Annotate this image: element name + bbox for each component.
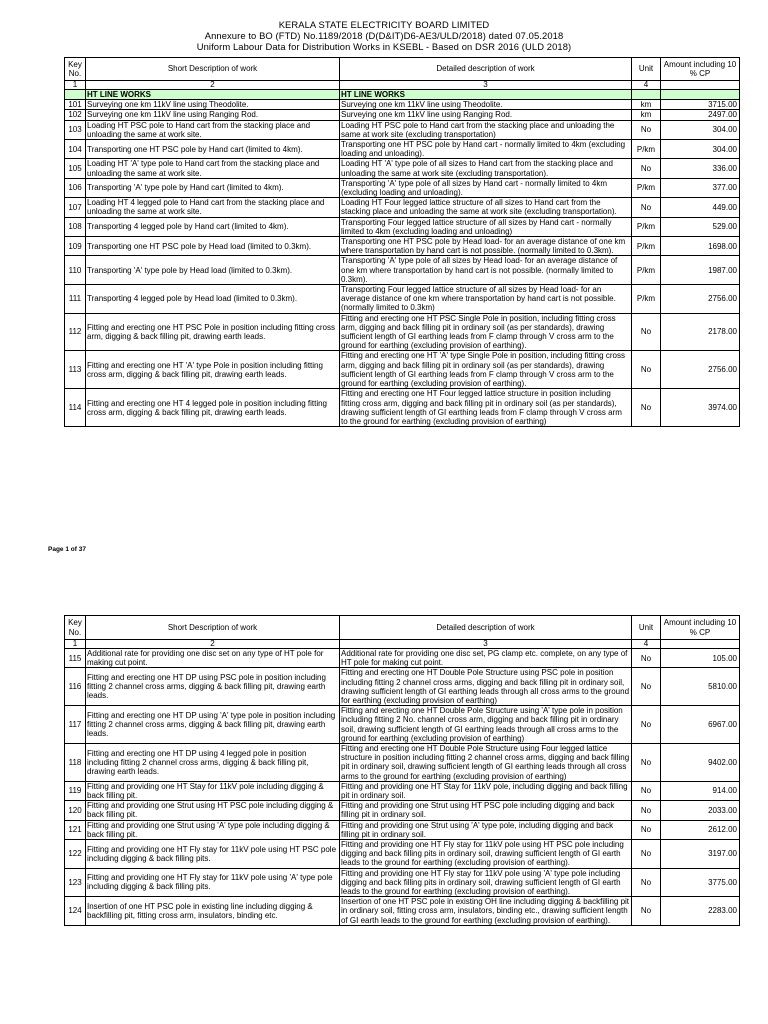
detailed-description-cell: Surveying one km 11kV line using Theodolite. xyxy=(340,100,632,110)
table-row xyxy=(65,120,740,139)
unit-cell: P/km xyxy=(632,237,661,256)
detailed-description-cell: Fitting and erecting one HT Four legged lattice structure in position including fitting cross arm, digging and back filling pit in ordinary soil (as per standards), drawing sufficient length of GI earthing leads from F clamp through V cross arm to the ground for earthing (excluding provision of earthing) xyxy=(340,389,632,427)
amount-cell: 304.00 xyxy=(661,120,740,139)
detailed-description-cell: Fitting and providing one Strut using HT PSC pole including digging and back filling pit in ordinary soil. xyxy=(340,801,632,820)
table-row xyxy=(65,744,740,782)
short-description-cell: Insertion of one HT PSC pole in existing line including digging & backfilling pit, fitting cross arm, insulators, binding etc. xyxy=(86,897,340,926)
table-row xyxy=(65,178,740,197)
key-no-cell: 105 xyxy=(65,159,86,178)
unit-cell: No xyxy=(632,313,661,351)
table-row xyxy=(65,801,740,820)
table-row xyxy=(65,868,740,897)
table-row xyxy=(65,256,740,285)
table-row xyxy=(65,217,740,236)
amount-cell: 2283.00 xyxy=(661,897,740,926)
table-row xyxy=(65,237,740,256)
amount-cell: 914.00 xyxy=(661,781,740,800)
detailed-description-cell: Loading HT PSC pole to Hand cart from the stacking place and unloading the same at work site (excluding transportation) xyxy=(340,120,632,139)
col-short-description: Short Description of work xyxy=(86,58,340,81)
detailed-description-cell: Additional rate for providing one disc set, PG clamp etc. complete, on any type of HT pole for making cut point. xyxy=(340,649,632,668)
detailed-description-cell: Transporting one HT PSC pole by Head load- for an average distance of one km where transportation by hand cart is not possible. (normally limited to 0.3km). xyxy=(340,237,632,256)
detailed-description-cell: Transporting 'A' type pole of all sizes by Head load- for an average distance of one km where transportation by hand cart is not possible. (normally limited to 0.3km). xyxy=(340,256,632,285)
labour-data-table-page-1 xyxy=(64,57,740,427)
col-key-no: Key No. xyxy=(65,616,86,640)
table-row xyxy=(65,820,740,839)
unit-cell: km xyxy=(632,110,661,120)
col-number: 1 xyxy=(65,640,86,649)
unit-cell: No xyxy=(632,159,661,178)
column-number-row xyxy=(65,640,740,649)
col-number: 2 xyxy=(86,81,340,90)
short-description-cell: Loading HT 'A' type pole to Hand cart from the stacking place and unloading the same at work site. xyxy=(86,159,340,178)
detailed-description-cell: Loading HT 'A' type pole of all sizes to Hand cart from the stacking place and unloading the same at work site (excluding transportation). xyxy=(340,159,632,178)
detailed-description-cell: Fitting and providing one HT Fly stay for 11kV pole using HT PSC pole including digging and back filling pits in ordinary soil, drawing sufficient length of GI earth leads to the ground for earthing (excluding provision of earthing). xyxy=(340,840,632,869)
col-unit: Unit xyxy=(632,58,661,81)
short-description-cell: Fitting and providing one HT Fly stay for 11kV pole using 'A' type pole including digging & back filling pits. xyxy=(86,868,340,897)
short-description-cell: Fitting and providing one HT Fly stay for 11kV pole using HT PSC pole including digging & back filling pits. xyxy=(86,840,340,869)
amount-cell: 6967.00 xyxy=(661,706,740,744)
amount-cell: 2756.00 xyxy=(661,351,740,389)
unit-cell: P/km xyxy=(632,178,661,197)
key-no-cell: 108 xyxy=(65,217,86,236)
short-description-cell: Fitting and erecting one HT DP using 4 legged pole in position including fitting 2 channel cross arms, digging & back filling pit, drawing earth leads. xyxy=(86,744,340,782)
key-no-cell: 112 xyxy=(65,313,86,351)
column-number-row xyxy=(65,81,740,90)
short-description-cell: Fitting and providing one Strut using 'A' type pole including digging & back filling pit. xyxy=(86,820,340,839)
page-gap xyxy=(0,560,768,597)
page-footer: Page 1 of 37 xyxy=(48,546,86,553)
col-detailed-description: Detailed description of work xyxy=(340,616,632,640)
col-key-no: Key No. xyxy=(65,58,86,81)
short-description-cell: Loading HT 4 legged pole to Hand cart from the stacking place and unloading the same at work site. xyxy=(86,198,340,217)
unit-cell: No xyxy=(632,840,661,869)
amount-cell: 3197.00 xyxy=(661,840,740,869)
table-row xyxy=(65,649,740,668)
key-no-cell: 104 xyxy=(65,140,86,159)
table-row xyxy=(65,100,740,110)
amount-cell: 377.00 xyxy=(661,178,740,197)
unit-cell: P/km xyxy=(632,140,661,159)
short-description-cell: Transporting one HT PSC pole by Head load (limited to 0.3km). xyxy=(86,237,340,256)
unit-cell: No xyxy=(632,649,661,668)
table-row xyxy=(65,351,740,389)
document-header xyxy=(0,0,768,52)
detailed-description-cell: Fitting and erecting one HT Double Pole Structure using Four legged lattice structure in position including fitting 2 channel cross arms, digging and back filling pit in ordinary soil, drawing sufficient length of GI earthing leads through all cross arms to the ground for earthing (excluding provision of earthing) xyxy=(340,744,632,782)
amount-cell: 5810.00 xyxy=(661,668,740,706)
table-row xyxy=(65,781,740,800)
unit-cell: No xyxy=(632,897,661,926)
short-description-cell: Loading HT PSC pole to Hand cart from the stacking place and unloading the same at work site. xyxy=(86,120,340,139)
amount-cell: 449.00 xyxy=(661,198,740,217)
detailed-description-cell: Fitting and erecting one HT Double Pole Structure using PSC pole in position including fitting 2 channel cross arms, digging and back filling pit in ordinary soil, drawing sufficient length of GI earthing leads through all cross arms to the ground for earthing (excluding provision of earthing) xyxy=(340,668,632,706)
section-title: HT LINE WORKS xyxy=(86,90,340,100)
table-row xyxy=(65,313,740,351)
amount-cell: 2178.00 xyxy=(661,313,740,351)
key-no-cell: 124 xyxy=(65,897,86,926)
table-row xyxy=(65,110,740,120)
unit-cell: P/km xyxy=(632,285,661,314)
table-row xyxy=(65,668,740,706)
col-unit: Unit xyxy=(632,616,661,640)
short-description-cell: Transporting one HT PSC pole by Hand cart (limited to 4km). xyxy=(86,140,340,159)
key-no-cell: 109 xyxy=(65,237,86,256)
key-no-cell: 121 xyxy=(65,820,86,839)
unit-cell: P/km xyxy=(632,256,661,285)
short-description-cell: Fitting and providing one Strut using HT PSC pole including digging & back filling pit. xyxy=(86,801,340,820)
unit-cell: No xyxy=(632,389,661,427)
amount-cell: 2497.00 xyxy=(661,110,740,120)
short-description-cell: Fitting and erecting one HT DP using 'A' type pole in position including fitting 2 channel cross arms, digging & back filling pit, drawing earth leads. xyxy=(86,706,340,744)
key-no-cell: 106 xyxy=(65,178,86,197)
table-row xyxy=(65,840,740,869)
col-number: 3 xyxy=(340,81,632,90)
section-title: HT LINE WORKS xyxy=(340,90,632,100)
amount-cell: 2612.00 xyxy=(661,820,740,839)
detailed-description-cell: Transporting Four legged lattice structure of all sizes by Head load- for an average distance of one km where transportation by hand cart is not possible. (normally limited to 0.3km) xyxy=(340,285,632,314)
table-row xyxy=(65,897,740,926)
col-number: 4 xyxy=(632,640,661,649)
short-description-cell: Surveying one km 11kV line using Theodolite. xyxy=(86,100,340,110)
short-description-cell: Additional rate for providing one disc set on any type of HT pole for making cut point. xyxy=(86,649,340,668)
unit-cell: No xyxy=(632,351,661,389)
unit-cell: No xyxy=(632,801,661,820)
table-body-page-1 xyxy=(65,100,740,427)
unit-cell: No xyxy=(632,820,661,839)
short-description-cell: Fitting and providing one HT Stay for 11kV pole including digging & back filling pit. xyxy=(86,781,340,800)
amount-cell: 336.00 xyxy=(661,159,740,178)
short-description-cell: Transporting 4 legged pole by Head load (limited to 0.3km). xyxy=(86,285,340,314)
detailed-description-cell: Fitting and erecting one HT Double Pole Structure using 'A' type pole in position including fitting 2 No. channel cross arm, digging and back filling pit in ordinary soil, drawing sufficient length of GI earthing leads through all cross arms to the ground for earthing (excluding provision of earthing) xyxy=(340,706,632,744)
table-row xyxy=(65,706,740,744)
col-number: 3 xyxy=(340,640,632,649)
key-no-cell: 102 xyxy=(65,110,86,120)
table-row xyxy=(65,159,740,178)
amount-cell: 3715.00 xyxy=(661,100,740,110)
detailed-description-cell: Loading HT Four legged lattice structure of all sizes to Hand cart from the stacking place and unloading the same at work site (excluding transportation). xyxy=(340,198,632,217)
amount-cell: 2756.00 xyxy=(661,285,740,314)
key-no-cell: 110 xyxy=(65,256,86,285)
detailed-description-cell: Insertion of one HT PSC pole in existing OH line including digging & backfilling pit in ordinary soil, fitting cross arm, insulators, binding etc., drawing sufficient length of GI earth leads to the ground for earthing (excluding provision of earthing). xyxy=(340,897,632,926)
table-row xyxy=(65,140,740,159)
col-number: 1 xyxy=(65,81,86,90)
col-amount: Amount including 10 % CP xyxy=(661,58,740,81)
header-annexure: Annexure to BO (FTD) No.1189/2018 (D(D&IT)D6-AE3/ULD/2018) dated 07.05.2018 xyxy=(204,30,564,41)
amount-cell: 529.00 xyxy=(661,217,740,236)
key-no-cell: 116 xyxy=(65,668,86,706)
key-no-cell: 114 xyxy=(65,389,86,427)
amount-cell: 1698.00 xyxy=(661,237,740,256)
col-amount: Amount including 10 % CP xyxy=(661,616,740,640)
unit-cell: No xyxy=(632,706,661,744)
amount-cell: 3974.00 xyxy=(661,389,740,427)
key-no-cell: 113 xyxy=(65,351,86,389)
short-description-cell: Transporting 'A' type pole by Hand cart (limited to 4km). xyxy=(86,178,340,197)
amount-cell: 105.00 xyxy=(661,649,740,668)
amount-cell: 1987.00 xyxy=(661,256,740,285)
key-no-cell: 120 xyxy=(65,801,86,820)
key-no-cell: 118 xyxy=(65,744,86,782)
column-header-row xyxy=(65,58,740,81)
header-title: KERALA STATE ELECTRICITY BOARD LIMITED xyxy=(278,19,490,30)
key-no-cell: 115 xyxy=(65,649,86,668)
unit-cell: No xyxy=(632,198,661,217)
col-number xyxy=(661,81,740,90)
amount-cell: 304.00 xyxy=(661,140,740,159)
key-no-cell: 103 xyxy=(65,120,86,139)
unit-cell: No xyxy=(632,744,661,782)
page-2 xyxy=(0,597,768,1024)
short-description-cell: Transporting 'A' type pole by Head load (limited to 0.3km). xyxy=(86,256,340,285)
key-no-cell: 111 xyxy=(65,285,86,314)
unit-cell: No xyxy=(632,120,661,139)
unit-cell: No xyxy=(632,668,661,706)
key-no-cell: 101 xyxy=(65,100,86,110)
col-number xyxy=(661,640,740,649)
detailed-description-cell: Surveying one km 11kV line using Ranging Rod. xyxy=(340,110,632,120)
short-description-cell: Transporting 4 legged pole by Hand cart (limited to 4km). xyxy=(86,217,340,236)
table-row xyxy=(65,198,740,217)
section-row xyxy=(65,90,740,100)
col-number: 2 xyxy=(86,640,340,649)
detailed-description-cell: Transporting 'A' type pole of all sizes by Hand cart - normally limited to 4km (excluding loading and unloading). xyxy=(340,178,632,197)
short-description-cell: Fitting and erecting one HT 4 legged pole in position including fitting cross arm, digging & back filling pit, drawing earth leads. xyxy=(86,389,340,427)
table-body-page-2 xyxy=(65,649,740,926)
short-description-cell: Fitting and erecting one HT PSC Pole in position including fitting cross arm, digging & back filling pit, drawing earth leads. xyxy=(86,313,340,351)
unit-cell: No xyxy=(632,868,661,897)
detailed-description-cell: Fitting and erecting one HT PSC Single Pole in position, including fitting cross arm, digging and back filling pit in ordinary soil (as per standards), drawing sufficient length of GI earthing leads from F clamp through V cross arm to the ground for earthing (excluding provision of earthing). xyxy=(340,313,632,351)
table-row xyxy=(65,285,740,314)
short-description-cell: Surveying one km 11kV line using Ranging Rod. xyxy=(86,110,340,120)
detailed-description-cell: Transporting Four legged lattice structure of all sizes by Hand cart - normally limited to 4km (excluding loading and unloading) xyxy=(340,217,632,236)
key-no-cell: 107 xyxy=(65,198,86,217)
key-no-cell: 117 xyxy=(65,706,86,744)
amount-cell: 9402.00 xyxy=(661,744,740,782)
short-description-cell: Fitting and erecting one HT DP using PSC pole in position including fitting 2 channel cross arms, digging & back filling pit, drawing earth leads. xyxy=(86,668,340,706)
unit-cell: No xyxy=(632,781,661,800)
column-header-row xyxy=(65,616,740,640)
amount-cell: 2033.00 xyxy=(661,801,740,820)
labour-data-table-page-2 xyxy=(64,615,740,926)
unit-cell: P/km xyxy=(632,217,661,236)
detailed-description-cell: Fitting and providing one HT Fly stay for 11kV pole using 'A' type pole including digging and back filling pits in ordinary soil, drawing sufficient length of GI earth leads to the ground for earthing (excluding provision of earthing). xyxy=(340,868,632,897)
key-no-cell: 122 xyxy=(65,840,86,869)
col-detailed-description: Detailed description of work xyxy=(340,58,632,81)
key-no-cell: 123 xyxy=(65,868,86,897)
unit-cell: km xyxy=(632,100,661,110)
detailed-description-cell: Transporting one HT PSC pole by Hand cart - normally limited to 4km (excluding loading and unloading). xyxy=(340,140,632,159)
short-description-cell: Fitting and erecting one HT 'A' type Pole in position including fitting cross arm, digging & back filling pit, drawing earth leads. xyxy=(86,351,340,389)
col-short-description: Short Description of work xyxy=(86,616,340,640)
detailed-description-cell: Fitting and providing one HT Stay for 11kV pole, including digging and back filling pit in ordinary soil. xyxy=(340,781,632,800)
detailed-description-cell: Fitting and providing one Strut using 'A' type pole, including digging and back filling pit in ordinary soil. xyxy=(340,820,632,839)
key-no-cell: 119 xyxy=(65,781,86,800)
col-number: 4 xyxy=(632,81,661,90)
table-row xyxy=(65,389,740,427)
header-subtitle: Uniform Labour Data for Distribution Works in KSEBL - Based on DSR 2016 (ULD 2018) xyxy=(196,41,572,52)
detailed-description-cell: Fitting and erecting one HT 'A' type Single Pole in position, including fitting cross arm, digging and back filling pit in ordinary soil (as per standards), drawing sufficient length of GI earthing leads from F clamp through V cross arm to the ground for earthing (excluding provision of earthing). xyxy=(340,351,632,389)
amount-cell: 3775.00 xyxy=(661,868,740,897)
